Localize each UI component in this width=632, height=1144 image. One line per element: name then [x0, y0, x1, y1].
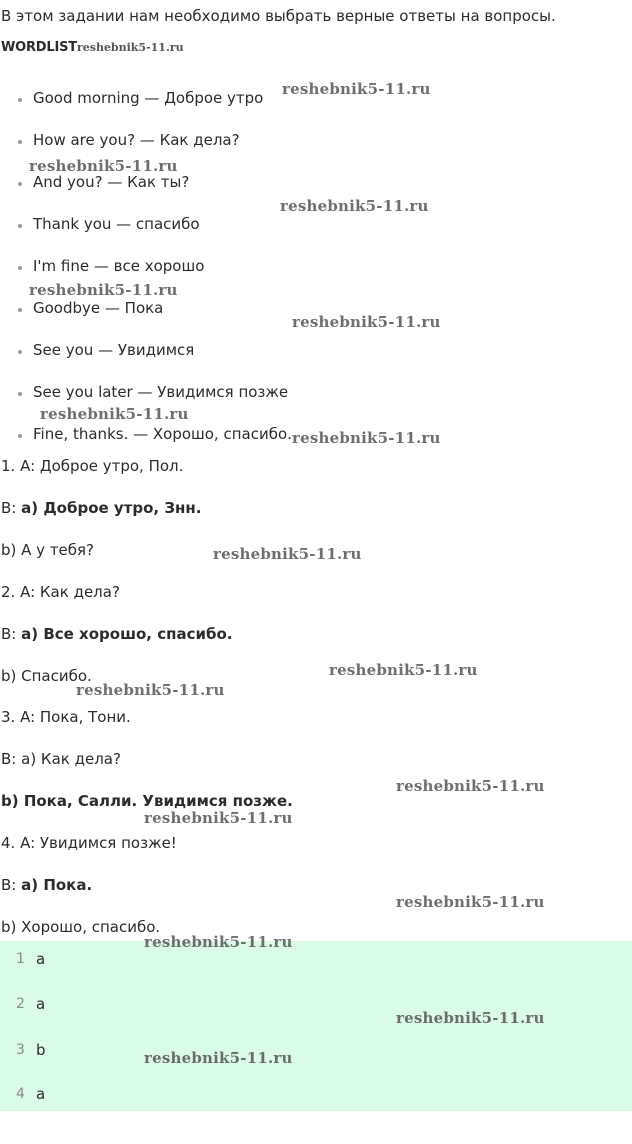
- watermark: reshebnik5-11.ru: [29, 281, 178, 299]
- exercise-question: 2. A: Как дела?: [1, 583, 120, 601]
- wordlist-item: And you? — Как ты?: [33, 173, 190, 191]
- bullet-icon: [18, 266, 22, 270]
- speaker-label: B:: [1, 625, 22, 643]
- watermark: reshebnik5-11.ru: [282, 80, 431, 98]
- answer-value: a: [36, 950, 46, 968]
- bullet-icon: [18, 224, 22, 228]
- watermark: reshebnik5-11.ru: [396, 1009, 545, 1027]
- bullet-icon: [18, 98, 22, 102]
- exercise-option-a: [1, 876, 92, 894]
- exercise-option-b: b) Спасибо.: [1, 667, 92, 685]
- exercise-question: 1. A: Доброе утро, Пол.: [1, 457, 184, 475]
- wordlist-item: Thank you — спасибо: [33, 215, 200, 233]
- correct-option: a) Все хорошо, спасибо.: [21, 625, 233, 643]
- watermark: reshebnik5-11.ru: [144, 809, 293, 827]
- answer-value: b: [36, 1041, 46, 1059]
- exercise-option-a: [1, 625, 232, 643]
- option-a: a) Как дела?: [21, 750, 121, 768]
- speaker-label: B:: [1, 876, 22, 894]
- exercise-option-b: b) Хорошо, спасибо.: [1, 918, 161, 936]
- watermark: reshebnik5-11.ru: [280, 197, 429, 215]
- watermark: reshebnik5-11.ru: [329, 661, 478, 679]
- correct-option: a) Пока.: [21, 876, 93, 894]
- answer-number: 1: [16, 951, 25, 967]
- watermark-inline: reshebnik5-11.ru: [76, 41, 184, 54]
- answer-value: a: [36, 1085, 46, 1103]
- wordlist-item: How are you? — Как дела?: [33, 131, 240, 149]
- wordlist-heading-label: WORDLIST: [1, 40, 77, 55]
- watermark: reshebnik5-11.ru: [213, 545, 362, 563]
- wordlist-item: See you later — Увидимся позже: [33, 383, 289, 401]
- bullet-icon: [18, 434, 22, 438]
- correct-option: b) Пока, Салли. Увидимся позже.: [1, 792, 293, 810]
- watermark: reshebnik5-11.ru: [292, 313, 441, 331]
- exercise-option-a: [1, 750, 121, 768]
- speaker-label: B:: [1, 499, 22, 517]
- answer-number: 3: [16, 1042, 25, 1058]
- exercise-option-b: b) А у тебя?: [1, 541, 95, 559]
- watermark: reshebnik5-11.ru: [29, 157, 178, 175]
- exercise-question: 3. A: Пока, Тони.: [1, 708, 131, 726]
- bullet-icon: [18, 350, 22, 354]
- answer-number: 4: [16, 1086, 25, 1102]
- wordlist-heading: [1, 40, 184, 55]
- watermark: reshebnik5-11.ru: [76, 681, 225, 699]
- watermark: reshebnik5-11.ru: [40, 405, 189, 423]
- correct-option: a) Доброе утро, Знн.: [21, 499, 202, 517]
- answer-value: a: [36, 995, 46, 1013]
- watermark: reshebnik5-11.ru: [144, 933, 293, 951]
- watermark: reshebnik5-11.ru: [292, 429, 441, 447]
- bullet-icon: [18, 140, 22, 144]
- answer-number: 2: [16, 996, 25, 1012]
- bullet-icon: [18, 392, 22, 396]
- wordlist-item: Goodbye — Пока: [33, 299, 164, 317]
- exercise-question: 4. A: Увидимся позже!: [1, 834, 177, 852]
- exercise-option-a: [1, 499, 201, 517]
- wordlist-item: See you — Увидимся: [33, 341, 195, 359]
- intro-text: В этом задании нам необходимо выбрать верные ответы на вопросы.: [1, 7, 556, 25]
- bullet-icon: [18, 308, 22, 312]
- bullet-icon: [18, 182, 22, 186]
- watermark: reshebnik5-11.ru: [144, 1049, 293, 1067]
- wordlist-item: Fine, thanks. — Хорошо, спасибо.: [33, 425, 292, 443]
- wordlist-item: Good morning — Доброе утро: [33, 89, 264, 107]
- speaker-label: B:: [1, 750, 22, 768]
- wordlist-item: I'm fine — все хорошо: [33, 257, 205, 275]
- watermark: reshebnik5-11.ru: [396, 777, 545, 795]
- watermark: reshebnik5-11.ru: [396, 893, 545, 911]
